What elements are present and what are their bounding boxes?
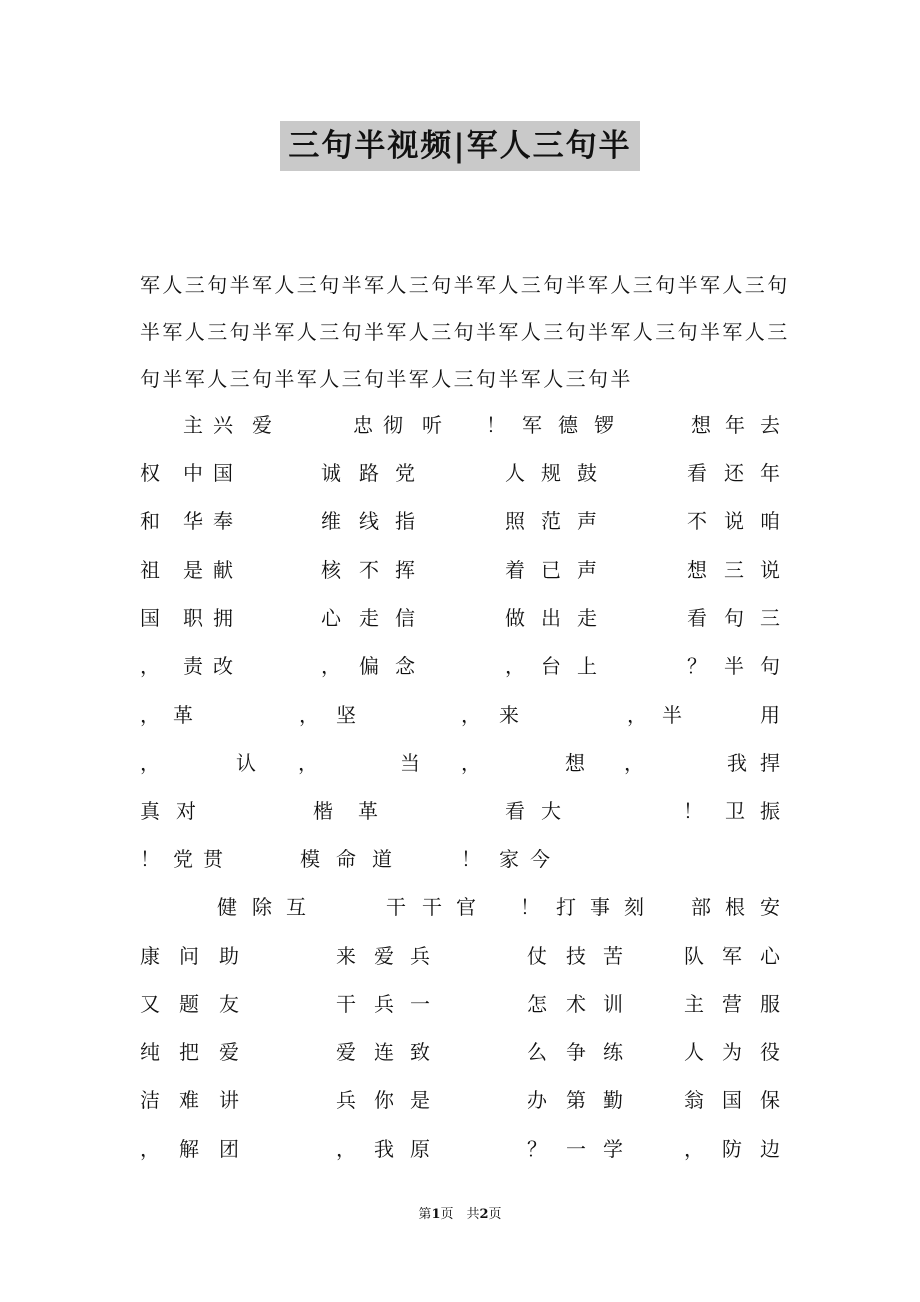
poem-char: 役	[760, 1040, 780, 1064]
poem-row	[0, 603, 920, 633]
poem-char: 健	[217, 895, 237, 919]
poem-char: 我	[374, 1137, 394, 1161]
poem-char: 三	[760, 606, 780, 630]
poem-char: 苦	[603, 944, 623, 968]
poem-char: 你	[374, 1088, 394, 1112]
poem-char: 维	[321, 509, 341, 533]
poem-char: 打	[556, 895, 576, 919]
poem-char: 服	[760, 992, 780, 1016]
poem-char: ！	[683, 799, 703, 823]
poem-char: 来	[336, 944, 356, 968]
poem-char: 对	[176, 799, 196, 823]
poem-char: 术	[566, 992, 586, 1016]
poem-char: 句	[724, 606, 744, 630]
footer-page-mid: 页 共	[440, 1207, 480, 1222]
poem-char: 年	[725, 413, 745, 437]
poem-char: ，	[140, 1137, 160, 1161]
poem-char: 来	[499, 703, 519, 727]
poem-char: 练	[603, 1040, 623, 1064]
poem-char: 贯	[203, 847, 223, 871]
poem-char: 年	[760, 461, 780, 485]
poem-char: 想	[565, 751, 585, 775]
poem-char: 解	[179, 1137, 199, 1161]
poem-char: 学	[603, 1137, 623, 1161]
poem-char: 问	[179, 944, 199, 968]
poem-char: 半	[662, 703, 682, 727]
poem-char: 三	[724, 558, 744, 582]
poem-char: 是	[183, 558, 203, 582]
poem-char: 走	[577, 606, 597, 630]
poem-char: 兵	[410, 944, 430, 968]
poem-char: 德	[558, 413, 578, 437]
poem-char: 一	[410, 992, 430, 1016]
page-footer	[0, 1206, 920, 1224]
poem-char: 么	[527, 1040, 547, 1064]
poem-row	[0, 651, 920, 681]
poem-char: 大	[541, 799, 561, 823]
poem-char: 互	[286, 895, 306, 919]
poem-char: 爱	[374, 944, 394, 968]
poem-char: ，	[140, 654, 160, 678]
poem-char: ，	[624, 751, 644, 775]
poem-char: ，	[321, 654, 341, 678]
footer-page-suffix: 页	[488, 1207, 502, 1222]
poem-char: 革	[173, 703, 193, 727]
poem-row	[0, 989, 920, 1019]
poem-char: 部	[691, 895, 711, 919]
poem-char: ，	[336, 1137, 356, 1161]
poem-char: 事	[590, 895, 610, 919]
poem-char: ，	[298, 751, 318, 775]
poem-char: 营	[722, 992, 742, 1016]
poem-char: 卫	[725, 799, 745, 823]
poem-char: ，	[461, 703, 481, 727]
poem-char: 上	[577, 654, 597, 678]
poem-char: 今	[530, 847, 550, 871]
poem-char: 看	[687, 461, 707, 485]
poem-char: 人	[505, 461, 525, 485]
poem-char: 洁	[140, 1088, 160, 1112]
poem-char: 心	[321, 606, 341, 630]
poem-char: 原	[410, 1137, 430, 1161]
poem-char: 除	[252, 895, 272, 919]
poem-char: 坚	[336, 703, 356, 727]
poem-char: 用	[760, 703, 780, 727]
poem-char: 争	[566, 1040, 586, 1064]
poem-char: 和	[140, 509, 160, 533]
poem-char: ，	[299, 703, 319, 727]
poem-char: ！	[520, 895, 540, 919]
poem-char: 兵	[374, 992, 394, 1016]
poem-char: 出	[541, 606, 561, 630]
poem-char: 听	[422, 413, 442, 437]
poem-char: 训	[603, 992, 623, 1016]
poem-char: 官	[456, 895, 476, 919]
poem-char: 爱	[252, 413, 272, 437]
poem-char: 鼓	[577, 461, 597, 485]
poem-row	[0, 555, 920, 585]
poem-char: 友	[219, 992, 239, 1016]
poem-char: 范	[541, 509, 561, 533]
poem-char: 说	[760, 558, 780, 582]
poem-char: 心	[760, 944, 780, 968]
poem-char: 又	[140, 992, 160, 1016]
poem-char: 连	[374, 1040, 394, 1064]
poem-char: 看	[505, 799, 525, 823]
poem-char: 命	[336, 847, 356, 871]
document-title: 三句半视频|军人三句半	[280, 121, 639, 171]
poem-char: 模	[300, 847, 320, 871]
poem-char: 想	[691, 413, 711, 437]
poem-char: 勤	[603, 1088, 623, 1112]
poem-char: 偏	[359, 654, 379, 678]
poem-char: 中	[183, 461, 203, 485]
poem-char: 怎	[527, 992, 547, 1016]
poem-char: 军	[722, 944, 742, 968]
poem-char: 第	[566, 1088, 586, 1112]
poem-char: 把	[179, 1040, 199, 1064]
poem-char: 认	[236, 751, 256, 775]
poem-char: 着	[505, 558, 525, 582]
poem-char: 半	[724, 654, 744, 678]
poem-char: 家	[499, 847, 519, 871]
poem-char: 保	[760, 1088, 780, 1112]
poem-char: 为	[722, 1040, 742, 1064]
poem-char: 不	[359, 558, 379, 582]
poem-char: 职	[183, 606, 203, 630]
poem-char: 干	[336, 992, 356, 1016]
poem-row	[0, 1085, 920, 1115]
poem-row	[0, 941, 920, 971]
poem-char: 人	[684, 1040, 704, 1064]
poem-row	[0, 892, 920, 922]
poem-char: 句	[760, 654, 780, 678]
poem-char: ，	[684, 1137, 704, 1161]
poem-char: 彻	[383, 413, 403, 437]
poem-char: 讲	[219, 1088, 239, 1112]
poem-char: 康	[140, 944, 160, 968]
poem-char: 国	[140, 606, 160, 630]
poem-char: 干	[422, 895, 442, 919]
poem-char: 捍	[760, 751, 780, 775]
poem-char: 助	[219, 944, 239, 968]
poem-char: 我	[727, 751, 747, 775]
poem-row	[0, 1134, 920, 1164]
poem-char: 爱	[336, 1040, 356, 1064]
poem-char: 指	[395, 509, 415, 533]
poem-char: 说	[724, 509, 744, 533]
poem-char: 规	[541, 461, 561, 485]
poem-char: ！	[461, 847, 481, 871]
poem-char: 党	[173, 847, 193, 871]
poem-char: 挥	[395, 558, 415, 582]
poem-row	[0, 1037, 920, 1067]
poem-char: 核	[321, 558, 341, 582]
poem-char: 军	[522, 413, 542, 437]
poem-char: 防	[722, 1137, 742, 1161]
poem-char: 做	[505, 606, 525, 630]
poem-char: 干	[386, 895, 406, 919]
poem-char: 想	[687, 558, 707, 582]
poem-char: 华	[183, 509, 203, 533]
poem-char: 团	[219, 1137, 239, 1161]
poem-char: 楷	[313, 799, 333, 823]
poem-char: 安	[760, 895, 780, 919]
poem-char: 线	[359, 509, 379, 533]
poem-char: 去	[760, 413, 780, 437]
poem-char: 爱	[219, 1040, 239, 1064]
intro-paragraph: 军人三句半军人三句半军人三句半军人三句半军人三句半军人三句半军人三句半军人三句半军人三句半军人三句半军人三句半军人三句半军人三句半军人三句半军人三句半军人三句半	[140, 273, 790, 391]
poem-char: ！	[140, 847, 160, 871]
poem-char: 当	[400, 751, 420, 775]
poem-char: 台	[541, 654, 561, 678]
footer-page-number: 1	[431, 1207, 441, 1222]
poem-char: 是	[410, 1088, 430, 1112]
poem-row	[0, 844, 920, 874]
poem-char: 仗	[527, 944, 547, 968]
poem-char: ！	[486, 413, 506, 437]
poem-char: 锣	[594, 413, 614, 437]
poem-char: 致	[410, 1040, 430, 1064]
poem-char: 主	[684, 992, 704, 1016]
poem-char: 祖	[140, 558, 160, 582]
poem-row	[0, 796, 920, 826]
poem-char: 权	[140, 461, 160, 485]
poem-char: 忠	[353, 413, 373, 437]
poem-char: 兴	[213, 413, 233, 437]
poem-char: 声	[577, 509, 597, 533]
poem-char: 不	[687, 509, 707, 533]
poem-char: 念	[395, 654, 415, 678]
poem-char: 翁	[684, 1088, 704, 1112]
poem-char: 咱	[760, 509, 780, 533]
poem-char: 照	[505, 509, 525, 533]
poem-char: 路	[359, 461, 379, 485]
poem-char: 还	[724, 461, 744, 485]
poem-row	[0, 410, 920, 440]
poem-char: 国	[213, 461, 233, 485]
poem-char: ，	[627, 703, 647, 727]
poem-char: 刻	[624, 895, 644, 919]
poem-char: 国	[722, 1088, 742, 1112]
footer-page-total: 2	[479, 1207, 489, 1222]
poem-char: 革	[358, 799, 378, 823]
poem-char: ，	[461, 751, 481, 775]
poem-char: 办	[527, 1088, 547, 1112]
title-container	[0, 121, 920, 171]
poem-char: 道	[372, 847, 392, 871]
poem-char: 献	[213, 558, 233, 582]
poem-char: 责	[183, 654, 203, 678]
poem-char: ，	[505, 654, 525, 678]
poem-char: 声	[577, 558, 597, 582]
poem-char: 根	[725, 895, 745, 919]
poem-row	[0, 700, 920, 730]
poem-row	[0, 506, 920, 536]
poem-char: ？	[687, 654, 707, 678]
poem-char: 题	[179, 992, 199, 1016]
poem-char: ，	[140, 751, 160, 775]
poem-char: 奉	[213, 509, 233, 533]
poem-char: ，	[140, 703, 160, 727]
poem-char: 党	[395, 461, 415, 485]
poem-char: 看	[687, 606, 707, 630]
poem-char: 信	[395, 606, 415, 630]
poem-char: 一	[566, 1137, 586, 1161]
poem-char: 拥	[213, 606, 233, 630]
poem-char: 纯	[140, 1040, 160, 1064]
poem-row	[0, 458, 920, 488]
footer-page-prefix: 第	[418, 1207, 432, 1222]
poem-char: 技	[566, 944, 586, 968]
poem-char: 振	[760, 799, 780, 823]
poem-char: 主	[183, 413, 203, 437]
poem-char: 真	[140, 799, 160, 823]
poem-char: 走	[359, 606, 379, 630]
poem-char: 诚	[321, 461, 341, 485]
poem-char: 兵	[336, 1088, 356, 1112]
poem-char: 难	[179, 1088, 199, 1112]
poem-row	[0, 748, 920, 778]
poem-char: 已	[541, 558, 561, 582]
poem-char: 改	[213, 654, 233, 678]
poem-char: ？	[527, 1137, 547, 1161]
poem-char: 队	[684, 944, 704, 968]
poem-char: 边	[760, 1137, 780, 1161]
